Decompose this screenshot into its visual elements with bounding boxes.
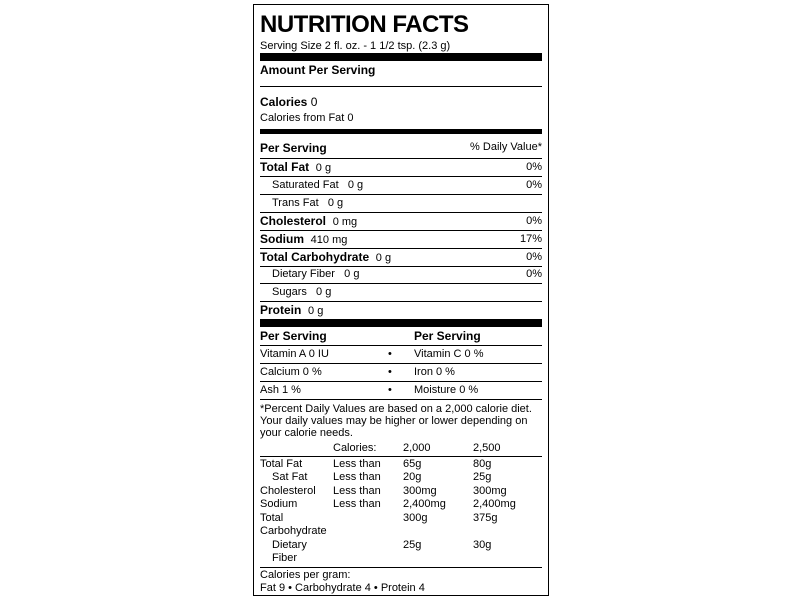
nutrient-total-fat	[260, 161, 331, 174]
nutrient-dv: 0%	[526, 161, 542, 173]
nutrient-name: Trans Fat	[272, 197, 319, 209]
rule	[260, 301, 542, 302]
dv-row-label: Cholesterol	[260, 485, 316, 497]
dv-row-qualifier: Less than	[333, 498, 381, 510]
bullet: •	[388, 348, 392, 360]
rule	[260, 176, 542, 177]
rule	[260, 230, 542, 231]
rule	[260, 381, 542, 382]
label-title: NUTRITION FACTS	[260, 11, 469, 38]
nutrient-total-carbohydrate	[260, 251, 391, 264]
nutrient-trans-fat	[272, 198, 343, 209]
nutrient-name: Saturated Fat	[272, 179, 339, 191]
calories-per-gram-title: Calories per gram:	[260, 569, 351, 581]
per-serving-header: Per Serving	[260, 141, 327, 155]
rule	[260, 283, 542, 284]
nutrient-dv: 0%	[526, 268, 542, 280]
calories-value: 0	[310, 95, 318, 109]
dv-row-2500: 25g	[473, 471, 492, 483]
dv-header-2500: 2,500	[473, 442, 501, 454]
rule	[260, 345, 542, 346]
nutrient-amount: 0 mg	[332, 216, 358, 228]
nutrient-amount: 0 g	[344, 268, 360, 280]
nutrient-name: Dietary Fiber	[272, 268, 335, 280]
vitamin-right: Moisture 0 %	[414, 384, 479, 396]
rule-calories-per-gram	[260, 567, 542, 568]
dv-row-qualifier: Less than	[333, 458, 381, 470]
dv-row-label: Total	[260, 512, 284, 524]
vitamin-right: Vitamin C 0 %	[414, 348, 484, 360]
dv-row-2000: 2,400mg	[403, 498, 446, 510]
dv-row-2000: 20g	[403, 471, 422, 483]
dv-row-label: Sodium	[260, 498, 298, 510]
calories-row	[260, 96, 317, 108]
dv-row-2000: 65g	[403, 458, 422, 470]
thick-rule-calories	[260, 129, 542, 134]
rule	[260, 248, 542, 249]
dv-row-label: Total Fat	[260, 458, 303, 470]
bullet: •	[388, 384, 392, 396]
rule-amount	[260, 86, 542, 87]
nutrient-saturated-fat	[272, 180, 363, 191]
dv-row-2500: 300mg	[473, 485, 507, 497]
rule	[260, 363, 542, 364]
serving-size: Serving Size 2 fl. oz. - 1 1/2 tsp. (2.3 g)	[260, 40, 451, 52]
footnote	[260, 403, 532, 439]
dv-row-2000: 300g	[403, 512, 428, 524]
nutrient-name: Total Fat	[260, 160, 310, 174]
nutrient-name: Total Carbohydrate	[260, 250, 370, 264]
nutrient-name: Protein	[260, 303, 302, 317]
amount-per-serving: Amount Per Serving	[260, 63, 376, 77]
dv-row-2000: 25g	[403, 539, 422, 551]
nutrient-dv: 0%	[526, 215, 542, 227]
vitamin-left: Vitamin A 0 IU	[260, 348, 329, 360]
bullet: •	[388, 366, 392, 378]
nutrient-name: Sugars	[272, 286, 307, 298]
vitamins-header-right: Per Serving	[414, 329, 481, 343]
rule	[260, 194, 542, 195]
dv-row-qualifier: Less than	[333, 471, 381, 483]
nutrient-protein	[260, 304, 323, 317]
vitamin-left: Calcium 0 %	[260, 366, 322, 378]
dv-row-label: Sat Fat	[272, 471, 308, 483]
rule	[260, 212, 542, 213]
nutrient-amount: 0 g	[315, 162, 332, 174]
calories-label: Calories	[260, 95, 308, 109]
rule	[260, 399, 542, 400]
nutrient-amount: 0 g	[308, 305, 324, 317]
thick-rule-vitamins	[260, 319, 542, 327]
nutrient-cholesterol	[260, 215, 357, 228]
calories-per-gram-line: Fat 9 • Carbohydrate 4 • Protein 4	[260, 582, 425, 594]
calories-from-fat: Calories from Fat 0	[260, 112, 354, 124]
vitamin-right: Iron 0 %	[414, 366, 455, 378]
nutrient-sodium	[260, 233, 347, 246]
footnote-line: your calorie needs.	[260, 427, 353, 439]
dv-row-2500: 80g	[473, 458, 492, 470]
nutrient-name: Sodium	[260, 232, 304, 246]
dv-header-2000: 2,000	[403, 442, 431, 454]
nutrient-name: Cholesterol	[260, 214, 327, 228]
vitamin-left: Ash 1 %	[260, 384, 301, 396]
vitamins-header-left: Per Serving	[260, 329, 327, 343]
dv-row-qualifier: Less than	[333, 485, 381, 497]
nutrient-amount: 0 g	[347, 179, 364, 191]
nutrient-sugars	[272, 287, 331, 298]
nutrition-facts-label	[253, 4, 549, 596]
daily-value-header: % Daily Value*	[470, 141, 542, 153]
dv-header-qualifier: Calories:	[333, 442, 377, 454]
dv-row-2500: 2,400mg	[473, 498, 516, 510]
nutrient-dv: 0%	[526, 179, 542, 191]
footnote-line: Your daily values may be higher or lower depending on	[260, 415, 528, 427]
dv-row-label: Fiber	[272, 552, 298, 564]
nutrient-dv: 17%	[519, 233, 542, 245]
dv-row-2000: 300mg	[403, 485, 437, 497]
rule-header	[260, 158, 542, 159]
nutrient-amount: 0 g	[316, 286, 332, 298]
nutrient-dv: 0%	[526, 251, 542, 263]
nutrient-amount: 410 mg	[310, 234, 348, 246]
dv-row-label: Dietary	[272, 539, 307, 551]
dv-row-2500: 375g	[473, 512, 498, 524]
nutrient-dietary-fiber	[272, 269, 359, 280]
rule-dv-header	[260, 456, 542, 457]
nutrient-amount: 0 g	[327, 197, 344, 209]
rule	[260, 266, 542, 267]
dv-row-2500: 30g	[473, 539, 492, 551]
thick-rule-top	[260, 53, 542, 61]
footnote-line: *Percent Daily Values are based on a 2,000 calorie diet.	[260, 403, 532, 415]
dv-row-label: Carbohydrate	[260, 525, 327, 537]
nutrient-amount: 0 g	[375, 252, 392, 264]
